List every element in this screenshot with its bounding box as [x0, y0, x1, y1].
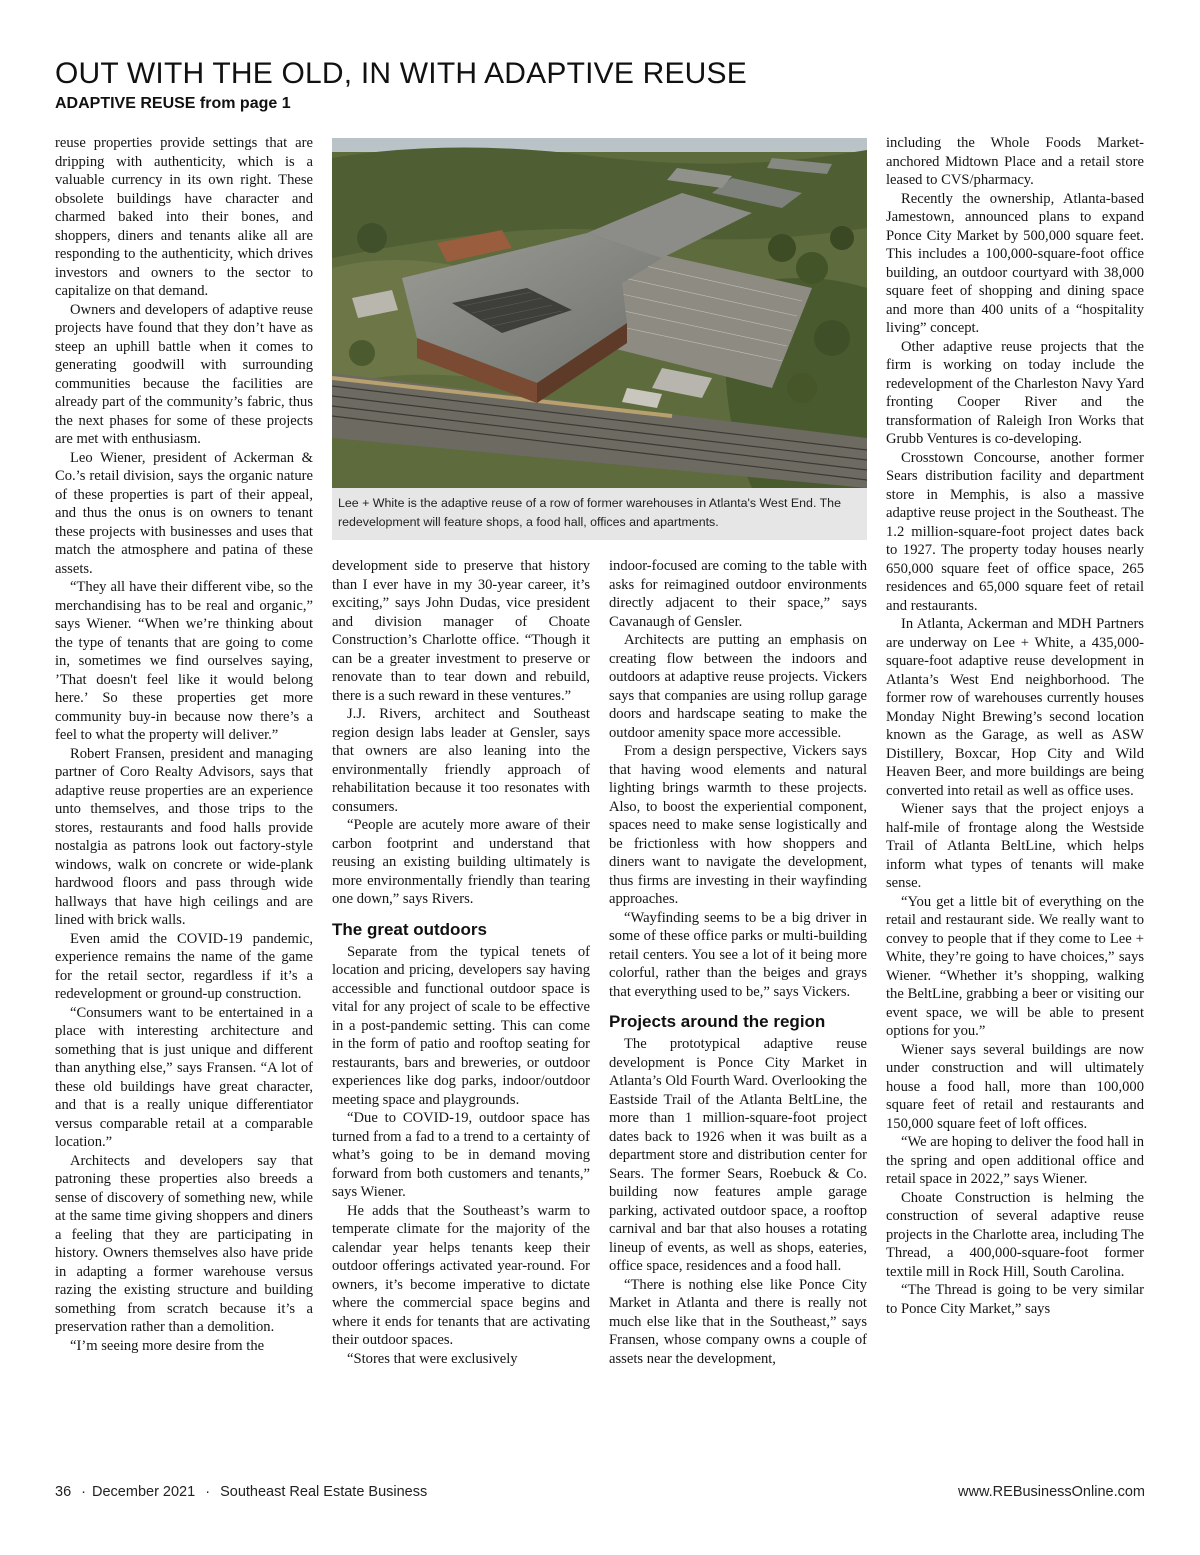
paragraph: “You get a little bit of everything on the retail and restaurant side. We really want to convey to people that if they come to Lee + White, they’re going to have choices,” says Wiener. “Whether it’s shopping, walking the BeltLine, grabbing a beer or visiting our event space, we will be able to present options for you.”	[886, 893, 1144, 1039]
paragraph: “The Thread is going to be very similar to Ponce City Market,” says	[886, 1282, 1144, 1317]
paragraph: From a design perspective, Vickers says that having wood elements and natural lighting brings warmth to these projects. Also, to boost the experiential component, spaces need to make sense logistically and be frictionless with how shoppers and diners want to navigate the development, thus firms are investing in their wayfinding approaches.	[609, 743, 867, 907]
website-link[interactable]: www.REBusinessOnline.com	[958, 1484, 1145, 1500]
footer-folio	[55, 1482, 427, 1502]
page-number: 36	[55, 1484, 72, 1500]
paragraph: including the Whole Foods Market-anchored Midtown Place and a retail store leased to CVS/pharmacy.	[886, 135, 1144, 188]
aerial-photo-illustration	[332, 138, 867, 488]
photo-caption: Lee + White is the adaptive reuse of a row of former warehouses in Atlanta's West End. The redevelopment will feature shops, a food hall, offices and apartments.	[338, 496, 841, 529]
paragraph: Owners and developers of adaptive reuse projects have found that they don’t have as steep an uphill battle when it comes to generating goodwill with surrounding communities because the facilities are already part of the community’s fabric, thus the next phases for some of these projects are met with enthusiasm.	[55, 301, 313, 447]
publication-name: Southeast Real Estate Business	[220, 1484, 428, 1500]
paragraph: indoor-focused are coming to the table with asks for reimagined outdoor environments directly adjacent to their space,” says Cavanaugh of Gensler.	[609, 558, 867, 630]
paragraph: development side to preserve that history than I ever have in my 30-year career, it’s exciting,” says John Dudas, vice president and division manager of Choate Construction’s Charlotte office. “Though it can be a greater investment to preserve or renovate than to tear down and rebuild, there is a such reward in these ventures.”	[332, 558, 590, 704]
paragraph: Even amid the COVID-19 pandemic, experience remains the name of the game for the retail sector, regardless if it’s a redevelopment or ground-up construction.	[55, 930, 313, 1002]
paragraph: J.J. Rivers, architect and Southeast region design labs leader at Gensler, says that owners are also leaning into the environmentally friendly approach of rehabilitation because it too resonates with consumers.	[332, 706, 590, 815]
paragraph: “We are hoping to deliver the food hall in the spring and open additional office and retail space in 2022,” says Wiener.	[886, 1134, 1144, 1187]
paragraph: “There is nothing else like Ponce City Market in Atlanta and there is really not much else like that in the Southeast,” says Fransen, whose company owns a couple of assets near the development,	[609, 1276, 867, 1367]
paragraph: “People are acutely more aware of their carbon footprint and understand that reusing an existing building ultimately is more environmentally friendly than tearing one down,” says Rivers.	[332, 817, 590, 907]
paragraph: He adds that the Southeast’s warm to temperate climate for the majority of the calendar year helps tenants keep their outdoor offerings activated year-round. For owners, it’s become imperative to dictate where the commercial space begins and where it ends for tenants that are activating their outdoor spaces.	[332, 1202, 590, 1348]
article-column-3	[609, 557, 867, 1464]
article-column-1	[55, 134, 313, 1464]
paragraph: Robert Fransen, president and managing partner of Coro Realty Advisors, says that adaptive reuse properties are an experience unto themselves, and those trips to the stores, restaurants and food halls provide nostalgia as patrons look out factory-style windows, walk on concrete or wide-plank hardwood floors and pass through wide hallways that have high ceilings and are lined with brick walls.	[55, 745, 313, 928]
jump-line: ADAPTIVE REUSE from page 1	[55, 95, 291, 112]
paragraph: “I’m seeing more desire from the	[70, 1337, 265, 1354]
page-title: OUT WITH THE OLD, IN WITH ADAPTIVE REUSE	[55, 57, 747, 90]
paragraph: Architects and developers say that patroning these properties also breeds a sense of discovery of something new, while at the same time giving shoppers and diners a feeling that they are participating in history. Owners themselves also have pride in adapting a former warehouse versus razing the existing structure and building something from scratch because it’s a preservation rather than a demolition.	[55, 1152, 313, 1335]
paragraph: Choate Construction is helming the construction of several adaptive reuse projects in the Charlotte area, including The Thread, a 400,000-square-foot former textile mill in Rock Hill, South Carolina.	[886, 1189, 1144, 1280]
paragraph: Wiener says several buildings are now under construction and will ultimately house a food hall, more than 100,000 square feet of retail and restaurants and 150,000 square feet of loft offices.	[886, 1041, 1144, 1132]
article-column-4	[886, 134, 1144, 1464]
photo-with-caption	[332, 138, 867, 540]
paragraph: The prototypical adaptive reuse development is Ponce City Market in Atlanta’s Old Fourth Ward. Overlooking the Eastside Trail of the Atlanta BeltLine, the more than 1 million-square-foot project dates back to 1926 when it was built as a department store and distribution center for Sears. The former Sears, Roebuck & Co. building now features ample garage parking, activated outdoor space, a rooftop carnival and bar that also houses a rotating lineup of events, as well as shops, eateries, office space, residences and a food hall.	[609, 1036, 867, 1274]
paragraph: “Consumers want to be entertained in a place with interesting architecture and something that is just unique and different than anything else,” says Fransen. “A lot of these old buildings have great character, and that is a really unique differentiator versus comparable retail at a comparable location.”	[55, 1004, 313, 1150]
paragraph: Leo Wiener, president of Ackerman & Co.’s retail division, says the organic nature of these properties is part of their appeal, and thus the onus is on owners to tenant these projects with businesses and uses that match the atmosphere and patina of these assets.	[55, 449, 313, 577]
page-footer	[55, 1482, 1145, 1502]
paragraph: “Stores that were exclusively	[347, 1350, 518, 1367]
paragraph: Crosstown Concourse, another former Sears distribution facility and department store in Memphis, is also a massive adaptive reuse project in the Southeast. The 1.2 million-square-foot project dates back to 1927. The property today houses nearly 650,000 square feet of office space, 265 residences and 65,000 square feet of retail and restaurants.	[886, 449, 1144, 614]
paragraph: Architects are putting an emphasis on creating flow between the indoors and outdoors at adaptive reuse projects. Vickers says that companies are using rollup garage doors and hardscape seating to make the outdoor amenity space more accessible.	[609, 632, 867, 741]
paragraph: Separate from the typical tenets of location and pricing, developers say having accessible and functional outdoor space is vital for any project of scale to be effective in a post-pandemic setting. This can come in the form of patio and rooftop seating for restaurants, bars and breweries, or outdoor experiences like dog parks, indoor/outdoor meeting space and playgrounds.	[332, 943, 590, 1108]
paragraph: “Wayfinding seems to be a big driver in some of these office parks or multi-building retail centers. You see a lot of it being more colorful, rather than the beiges and grays that everything used to be,” says Vickers.	[609, 909, 867, 1000]
paragraph: “They all have their different vibe, so the merchandising has to be real and organic,” says Wiener. “When we’re thinking about the type of tenants that are going to come in, sometimes we find ourselves saying, ’That doesn't feel like it would belong here.’ So these properties get more community buy-in because now there’s a feel to what the property will deliver.”	[55, 579, 313, 743]
section-heading-projects: Projects around the region	[609, 1012, 826, 1031]
paragraph: Wiener says that the project enjoys a half-mile of frontage along the Westside Trail of Atlanta BeltLine, which helps inform what types of tenants will make sense.	[886, 801, 1144, 891]
section-heading-outdoors: The great outdoors	[332, 919, 487, 939]
article-column-2	[332, 557, 590, 1464]
separator: ·	[205, 1484, 211, 1500]
paragraph: reuse properties provide settings that are dripping with authenticity, which is a valuable currency in its own right. These obsolete buildings have character and charmed baked into their bones, and shoppers, diners and tenants alike all are responding to the authenticity, which drives investors and owners to the sector to capitalize on that demand.	[55, 135, 313, 299]
aerial-warehouse-photo	[332, 138, 867, 488]
paragraph: In Atlanta, Ackerman and MDH Partners are underway on Lee + White, a 435,000-square-foot adaptive reuse development in Atlanta’s West End neighborhood. The former row of warehouses currently houses Monday Night Brewing’s second location known as the Garage, as well as ASW Distillery, Boxcar, Hop City and Wild Heaven Beer, and more buildings are being converted into retail as well as office uses.	[886, 616, 1144, 799]
paragraph: Recently the ownership, Atlanta-based Jamestown, announced plans to expand Ponce City Market by 500,000 square feet. This includes a 100,000-square-foot office building, an outdoor courtyard with 38,000 square feet of shopping and dining space and more than 400 units of a “hospitality living” concept.	[886, 190, 1144, 336]
issue-date: December 2021	[92, 1484, 196, 1500]
paragraph: “Due to COVID-19, outdoor space has turned from a fad to a trend to a certainty of what’s going to be in demand moving forward from both customers and tenants,” says Wiener.	[332, 1110, 590, 1200]
separator: ·	[81, 1484, 87, 1500]
paragraph: Other adaptive reuse projects that the firm is working on today include the redevelopment of the Charleston Navy Yard fronting Cooper River and the transformation of Raleigh Iron Works that Grubb Ventures is co-developing.	[886, 338, 1144, 447]
